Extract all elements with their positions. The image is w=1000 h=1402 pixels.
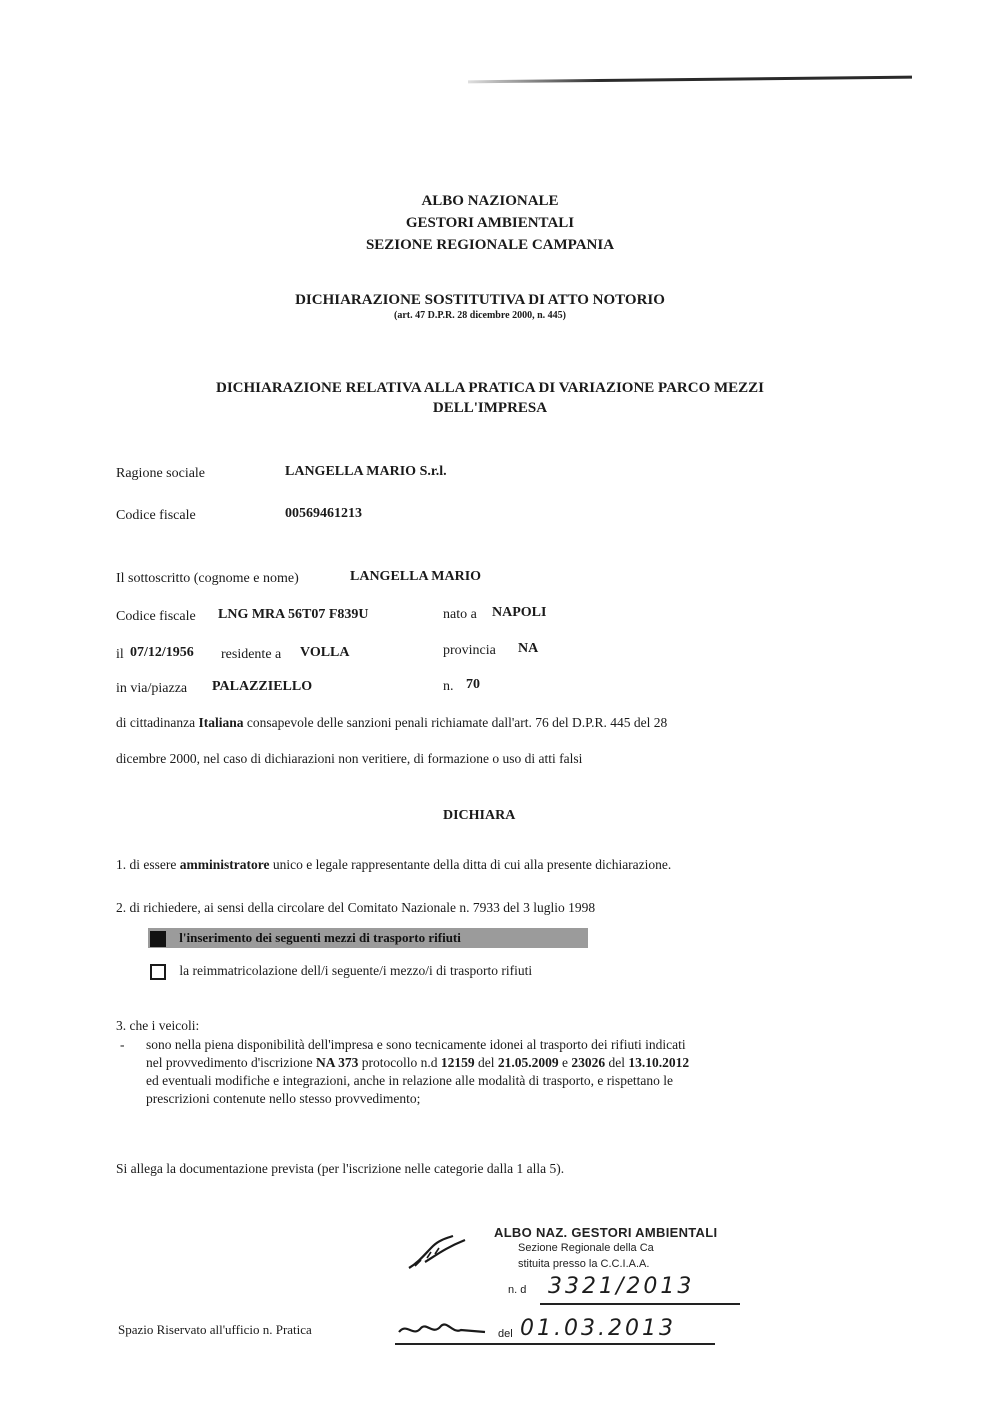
option-1 (150, 930, 461, 947)
bl2-f: 21.05.2009 (497, 1055, 559, 1070)
allega-text: Si allega la documentazione prevista (per l'iscrizione nelle categorie dalla 1 alla 5). (116, 1161, 565, 1176)
num-label: n. (443, 679, 454, 694)
protocol-underline (540, 1303, 740, 1305)
bl2-a: nel provvedimento d'iscrizione (146, 1055, 313, 1070)
bl2-g: e (562, 1055, 569, 1070)
cittadinanza-value: Italiana (198, 715, 244, 730)
signer-cf-label: Codice fiscale (116, 609, 196, 624)
dichiara-heading: DICHIARA (443, 808, 516, 823)
bl2-h: 23026 (571, 1055, 606, 1070)
date-value: 07/12/1956 (130, 645, 194, 660)
street-value: PALAZZIELLO (212, 679, 313, 694)
bullet-line-3: ed eventuali modifiche e integrazioni, anche in relazione alle modalità di trasporto, e rispettano le (146, 1073, 674, 1088)
stamp-line-1: ALBO NAZ. GESTORI AMBIENTALI (494, 1225, 718, 1240)
item-1-bold: amministratore (179, 857, 270, 872)
cf-company-value: 00569461213 (285, 506, 362, 521)
date-label: il (116, 647, 124, 662)
title-sub: (art. 47 D.P.R. 28 dicembre 2000, n. 445) (394, 310, 566, 321)
item-1 (116, 856, 876, 874)
checkbox-checked-icon[interactable] (150, 931, 166, 947)
document-title (200, 292, 760, 324)
title-main: DICHIARAZIONE SOSTITUTIVA DI ATTO NOTORIO (295, 292, 665, 308)
res-label: residente a (221, 647, 282, 662)
signer-name-value: LANGELLA MARIO (350, 569, 482, 584)
header-line-3: SEZIONE REGIONALE CAMPANIA (365, 237, 615, 253)
office-stamp (480, 1225, 800, 1272)
cf-company-label: Codice fiscale (116, 508, 196, 523)
cittadinanza-line-1 (116, 714, 876, 732)
subject-line-2: DELL'IMPRESA (432, 400, 548, 416)
cittadinanza-suffix: consapevole delle sanzioni penali richiamate dall'art. 76 del D.P.R. 445 del 28 (246, 715, 668, 730)
stamp-line-3: stituita presso la C.C.I.A.A. (518, 1258, 650, 1270)
res-value: VOLLA (300, 645, 350, 660)
prov-label: provincia (443, 643, 496, 658)
protocol-prefix: n. d (508, 1284, 527, 1296)
prov-value: NA (518, 641, 539, 656)
signer-cf-value: LNG MRA 56T07 F839U (218, 607, 369, 622)
item-2: 2. di richiedere, ai sensi della circolare del Comitato Nazionale n. 7933 del 3 luglio 1998 (116, 900, 596, 915)
subject (140, 378, 840, 418)
bl2-c: protocollo n.d (361, 1055, 438, 1070)
bullet-dash: - (120, 1037, 125, 1052)
street-label: in via/piazza (116, 681, 188, 696)
date-prefix: del (498, 1328, 513, 1340)
ragione-value: LANGELLA MARIO S.r.l. (285, 464, 447, 479)
bl2-e: del (478, 1055, 495, 1070)
header-line-1: ALBO NAZIONALE (421, 193, 559, 209)
bullet-line-4: prescrizioni contenute nello stesso provvedimento; (146, 1091, 421, 1106)
option-2 (150, 962, 532, 980)
item-3: 3. che i veicoli: (116, 1018, 200, 1033)
top-rule (468, 76, 912, 84)
protocol-number: 3321/2013 (548, 1274, 695, 1299)
born-label: nato a (443, 607, 477, 622)
born-value: NAPOLI (492, 605, 547, 620)
item-1-suffix: unico e legale rappresentante della ditta di cui alla presente dichiarazione. (272, 857, 672, 872)
header-line-2: GESTORI AMBIENTALI (405, 215, 575, 231)
signature-mark-icon (405, 1232, 475, 1272)
reserved-space-label: Spazio Riservato all'ufficio n. Pratica (118, 1322, 312, 1337)
signer-name-label: Il sottoscritto (cognome e nome) (116, 571, 299, 586)
bl2-d: 12159 (440, 1055, 475, 1070)
cittadinanza-line-2: dicembre 2000, nel caso di dichiarazioni non veritiere, di formazione o uso di atti falsi (116, 751, 583, 766)
cittadinanza-prefix: di cittadinanza (116, 715, 196, 730)
num-value: 70 (466, 677, 480, 692)
option-2-label: la reimmatricolazione dell/i seguente/i mezzo/i di trasporto rifiuti (179, 963, 533, 978)
bl2-b: NA 373 (316, 1055, 359, 1070)
handwritten-scribble-icon (395, 1318, 495, 1342)
item-1-prefix: 1. di essere (116, 857, 177, 872)
bl2-i: del (608, 1055, 626, 1070)
stamp-line-2: Sezione Regionale della Ca (518, 1242, 654, 1254)
bullet-line-2 (146, 1054, 866, 1072)
reserved-underline (395, 1343, 715, 1345)
subject-line-1: DICHIARAZIONE RELATIVA ALLA PRATICA DI VARIAZIONE PARCO MEZZI (215, 380, 765, 396)
bl2-j: 13.10.2012 (628, 1055, 690, 1070)
checkbox-unchecked-icon[interactable] (150, 964, 166, 980)
protocol-date: 01.03.2013 (520, 1316, 676, 1341)
ragione-label: Ragione sociale (116, 466, 206, 481)
header (280, 190, 700, 256)
option-1-label: l'inserimento dei seguenti mezzi di trasporto rifiuti (179, 930, 461, 945)
bullet-line-1: sono nella piena disponibilità dell'impresa e sono tecnicamente idonei al trasporto dei rifiuti indicati (146, 1037, 686, 1052)
